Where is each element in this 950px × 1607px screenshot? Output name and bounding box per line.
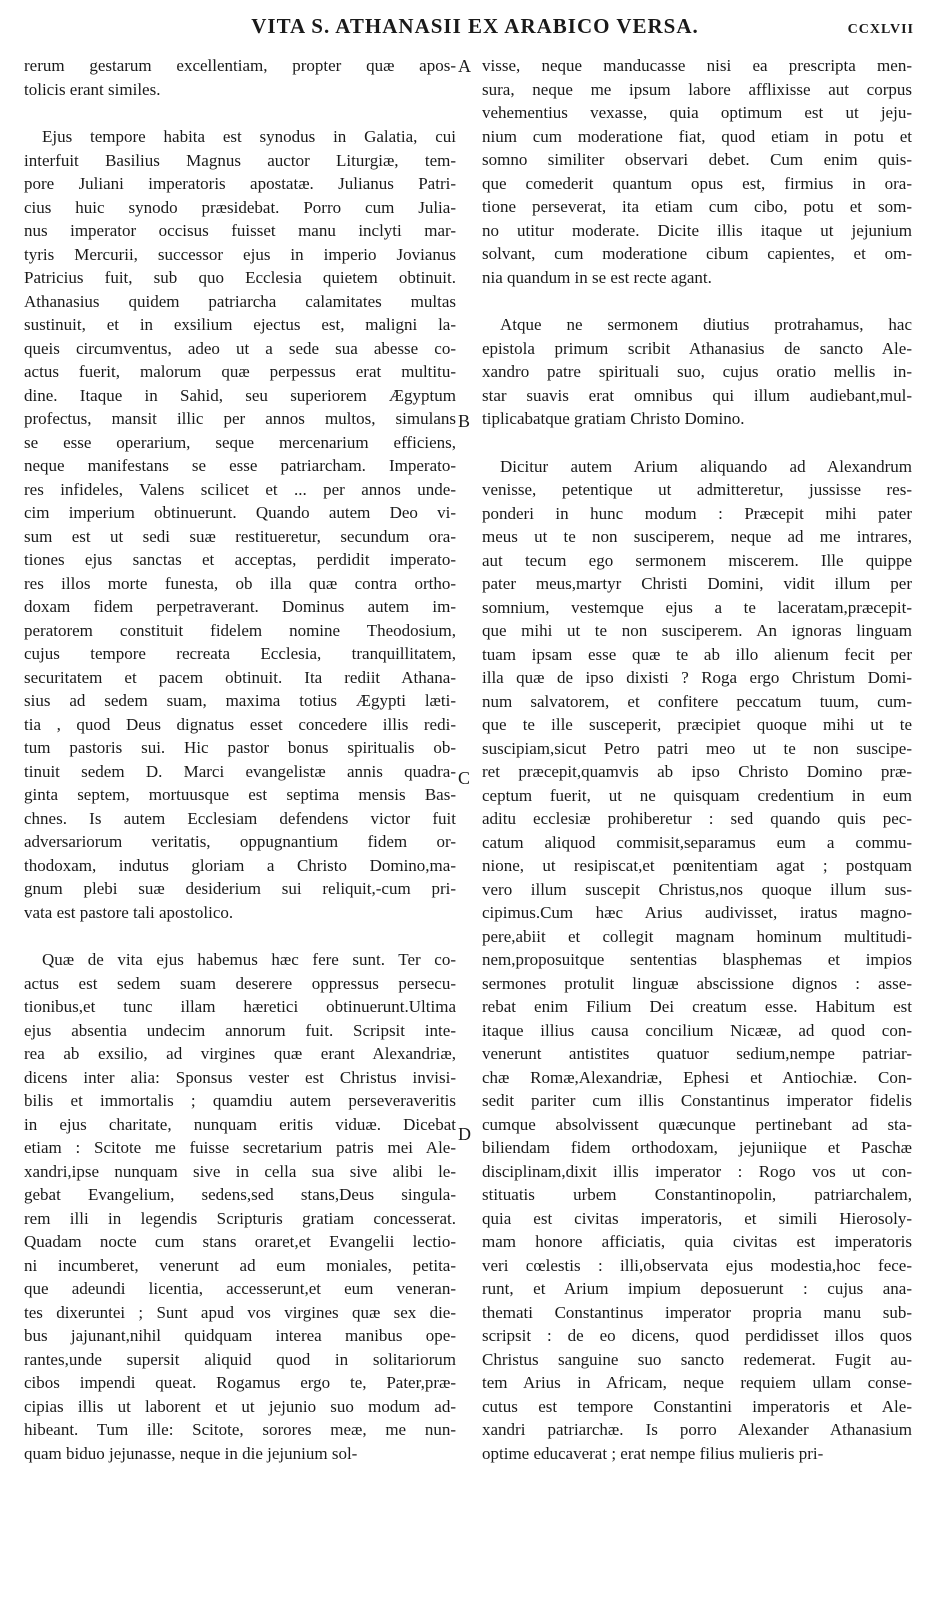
text-line: pater meus,martyr Christi Domini, vidit illum per [482,574,912,593]
page-number: CCXLVII [847,22,914,37]
text-line: chæ Romæ,Alexandriæ, Ephesi et Antiochiæ. Con- [482,1067,912,1087]
paragraph [24,54,456,101]
text-line: Athanasius quidem patriarcha calamitates multas [24,291,456,311]
text-line: thodoxam, indutus gloriam a Christo Domino,ma- [24,855,456,875]
text-line: ni incumberet, venerunt ad eum moniales, petita- [24,1255,456,1275]
text-line: mam honore afficiatis, quia civitas est imperatoris [482,1232,912,1251]
text-line: res illos morte funesta, ob illa quæ contra ortho- [24,573,456,593]
text-line: catum aliquod commisit,separamus eum a commu- [482,832,912,852]
text-line: themati Constantinus imperator propria manu sub- [482,1302,912,1322]
text-line: adversariorum veritatis, oppugnantium fidem or- [24,832,456,851]
text-line: scripsit : de eo dicens, quod perdidisset illos quos [482,1326,912,1345]
text-line: ejus absentia undecim annorum fuit. Scripsit inte- [24,1020,456,1040]
margin-letter-d: D [458,1124,471,1144]
text-line: disciplinam,dixit illis imperator : Rogo vos ut con- [482,1161,912,1181]
text-line: sustinuit, et in exsilium ejectus est, maligni la- [24,315,456,334]
text-line: somno similiter observari debet. Cum enim quis- [482,150,912,169]
text-line: hibeant. Tum ille: Scitote, sorores meæ, me nun- [24,1420,456,1439]
text-line: ginta septem, mortuusque est septima mensis Bas- [24,785,456,804]
text-line: rerum gestarum excellentiam, propter quæ apos- [24,56,456,75]
text-line: runt, et Arium impium deposuerunt : cujus ana- [482,1279,912,1298]
text-line: dicens inter alia: Sponsus vester est Christus invisi- [24,1067,456,1087]
text-line: cujus tempore recreata Ecclesia, tranquillitatem, [24,644,456,663]
text-line: venerunt antistites quatuor sedium,nempe patriar- [482,1044,912,1063]
text-line: cipimus.Cum hæc Arius audivisset, iratus magno- [482,903,912,922]
text-line: optime educaverat ; erat nempe filius mulieris pri- [482,1443,824,1463]
text-line: tes dixeruntei ; Sunt apud vos virgines quæ sex die- [24,1302,456,1322]
paragraph [24,125,456,924]
text-line: Quadam nocte cum stans oraret,et Evangelii lectio- [24,1232,456,1251]
text-line: nus imperator occisus fuisset manu inclyti mar- [24,221,456,240]
text-line: que adeundi licentia, accesserunt,et eum veneran- [24,1279,456,1298]
text-line: Christus sanguine suo sancto redemerat. Fugit au- [482,1349,912,1369]
text-line: res infideles, Valens scilicet et ... per annos unde- [24,479,456,499]
text-line: biliendam fidem orthodoxam, jejuniique et Paschæ [482,1138,912,1157]
text-line: chnes. Is autem Ecclesiam defendens victor fuit [24,808,456,828]
text-line: neque manifestans se esse patriarcham. Imperato- [24,456,456,475]
text-line: tiplicabatque gratiam Christo Domino. [482,409,745,428]
text-line: cim imperium obtinuerunt. Quando autem Deo vi- [24,503,456,522]
text-line: tolicis erant similes. [24,79,161,99]
right-column [482,54,912,1465]
text-line: que mihi ut te non susciperem. An ignoras linguam [482,621,912,640]
text-line: pere,abiit et collegit magnam hominum multitudi- [482,926,912,946]
text-line: Ejus tempore habita est synodus in Galatia, cui [42,127,456,146]
paragraph [482,313,912,431]
text-line: gebat Evangelium, sedens,sed stans,Deus singula- [24,1185,456,1204]
text-line: cumque absolvissent quæcunque pertinebant ad sta- [482,1114,912,1134]
text-line: gnum plebi suæ desiderium sui reliquit,-cum pri- [24,879,456,898]
margin-letter-b: B [458,411,471,431]
text-line: tyris Mercurii, successor ejus in imperio Jovianus [24,244,456,264]
text-line: nia quandum in se est recte agant. [482,267,712,287]
text-line: visse, neque manducasse nisi ea prescripta men- [482,56,912,75]
text-line: tem Arius in Africam, neque requiem ullam conse- [482,1373,912,1392]
text-line: solvant, cum moderatione cibum capientes, et om- [482,244,912,263]
text-line: cipias illis ut laborent et ut jejunio suo modum ad- [24,1396,456,1416]
text-line: num salvatorem, et confitere peccatum tuum, cum- [482,691,912,711]
text-line: Patricius fuit, sub quo Ecclesia quietem obtinuit. [24,268,456,287]
text-line: rebat enim Filium Dei creatum esse. Habitum est [482,997,912,1016]
text-line: aut tecum ego sermonem miscerem. Ille quippe [482,550,912,570]
text-line: Dicitur autem Arium aliquando ad Alexandrum [500,456,912,476]
text-line: no utitur moderate. Dicite illis itaque ut jejunium [482,220,912,240]
text-line: itaque illius causa concilium Nicææ, ad quod con- [482,1020,912,1040]
paragraph [24,948,456,1465]
text-line: xandro patre spirituali suo, cujus oratio mellis in- [482,362,912,381]
text-line: xandri,ipse nunquam sive in cella sua sive alibi le- [24,1161,456,1181]
text-line: tinuit sedem D. Marci evangelistæ annis quadra- [24,761,456,781]
text-line: ceptum fuerit, ut ne quisquam credentium in eum [482,785,912,805]
text-line: stituatis urbem Constantinopolin, patriarchalem, [482,1185,912,1204]
text-line: star suavis erat omnibus qui illum audiebant,mul- [482,385,912,405]
text-line: doxam fidem perpetraverant. Dominus autem im- [24,597,456,616]
text-line: peratorem constituit fidelem nomine Theodosium, [24,620,456,640]
paragraph [482,54,912,289]
text-line: cutus est tempore Constantini imperatoris et Ale- [482,1396,912,1416]
text-line: que comederit quantum opus est, firmius in ora- [482,173,912,193]
text-line: epistola primum scribit Athanasius de sancto Ale- [482,338,912,358]
text-line: securitatem et pacem obtinuit. Ita rediit Athana- [24,667,456,687]
left-column [24,54,456,1465]
text-line: que te ille susceperit, præcipiet quoque mihi ut te [482,715,912,734]
text-line: rantes,unde supersit aliquid quod in solitariorum [24,1349,456,1369]
text-line: sura, neque me ipsum labore afflixisse aut corpus [482,79,912,99]
text-line: vehementius vexasse, quia optimum est ut jeju- [482,103,912,122]
text-line: tiones ejus sanctas et acceptas, perdidit imperato- [24,550,456,569]
text-line: pore Juliani imperatoris apostatæ. Julianus Patri- [24,174,456,193]
text-line: nium cum moderatione fiat, quod etiam in potu et [482,126,912,146]
text-line: rem illi in legendis Scripturis gratiam concesserat. [24,1208,456,1228]
text-line: Quæ de vita ejus habemus hæc fere sunt. Ter co- [42,950,456,969]
text-line: vero illum suscepit Christus,nos quoque illum sus- [482,879,912,899]
text-line: ret præcepit,quamvis ab ipso Christo Domino præ- [482,762,912,781]
text-line: interfuit Basilius Magnus auctor Liturgiæ, tem- [24,150,456,170]
text-line: bilis et immortalis ; quamdiu autem perseveraveritis [24,1091,456,1110]
text-line: tia , quod Deus dignatus esset concedere illis redi- [24,714,456,734]
text-line: nem,proposuitque sententias blasphemas et impios [482,950,912,969]
margin-letter-c: C [458,768,471,788]
text-line: tuam ipsam esse quæ te ab illo alienum fecit per [482,644,912,664]
text-line: venisse, petentique ut admitteretur, jussisse res- [482,480,912,499]
text-line: aditu ecclesiæ prohiberetur : sed quando quis pec- [482,809,912,828]
text-line: bus jajunant,nihil quidquam interea manibus ope- [24,1326,456,1345]
text-line: quam biduo jejunasse, neque in die jejunium sol- [24,1443,358,1463]
text-line: sius ad sedem suam, maxima totius Ægypti læti- [24,691,456,710]
text-line: actus fuerit, malorum quæ perpessus erat multitu- [24,362,456,381]
text-line: tionibus,et tunc illam hæretici obtinuerunt.Ultima [24,997,456,1016]
text-line: in ejus charitate, nunquam eritis viduæ. Dicebat [24,1114,456,1134]
text-line: sedit pariter cum illis Constantinus imperator fidelis [482,1091,912,1110]
text-line: queis circumventus, adeo ut a sede sua abesse co- [24,338,456,358]
text-line: somnium, vestemque ejus a te laceratam,præcepit- [482,597,912,617]
paragraph [482,455,912,1466]
text-line: tum pastoris sui. Hic pastor bonus spiritualis ob- [24,738,456,757]
text-line: sermones protulit linguæ abscissione dignos : asse- [482,973,912,993]
text-line: cius huic synodo præsidebat. Porro cum Julia- [24,197,456,217]
page-title: VITA S. ATHANASII EX ARABICO VERSA. [251,14,699,38]
text-line: xandri patriarchæ. Is porro Alexander Athanasium [482,1420,912,1439]
text-line: actus est sedem suam deserere oppressus persecu- [24,973,456,993]
text-line: nione, ut resipiscat,et pœnitentiam agat ; postquam [482,856,912,875]
margin-letter-a: A [458,56,471,76]
text-line: suscipiam,sicut Petro patri meo ut te non suscipe- [482,738,912,758]
text-line: illa quæ de ipso dixisti ? Roga ergo Christum Domi- [482,668,912,687]
text-line: meus ut te non susciperem, neque ad me intrares, [482,527,912,546]
text-line: tione perseverat, ita etiam cum cibo, potu et som- [482,197,912,216]
text-line: quia est civitas imperatoris, et simili Hierosoly- [482,1208,912,1228]
text-line: vata est pastore tali apostolico. [24,902,234,922]
text-line: sum est ut sedi suæ restitueretur, secundum ora- [24,526,456,546]
text-line: Atque ne sermonem diutius protrahamus, hac [500,315,912,334]
text-line: etiam : Scitote me fuisse secretarium patris mei Ale- [24,1138,456,1157]
text-line: dine. Itaque in Sahid, seu superiorem Ægyptum [24,385,456,405]
text-line: profectus, mansit illic per annos multos, simulans [24,409,456,428]
text-line: cibos impendi queat. Rogamus ergo te, Pater,præ- [24,1373,456,1392]
text-line: ponderi in hunc modum : Præcepit mihi pater [482,503,912,523]
text-line: veri cœlestis : illi,observata ejus modestia,hoc fece- [482,1255,912,1275]
text-line: se esse operarium, seque mercenarium efficiens, [24,432,456,452]
text-line: rea ab exsilio, ad virgines quæ erant Alexandriæ, [24,1044,456,1063]
